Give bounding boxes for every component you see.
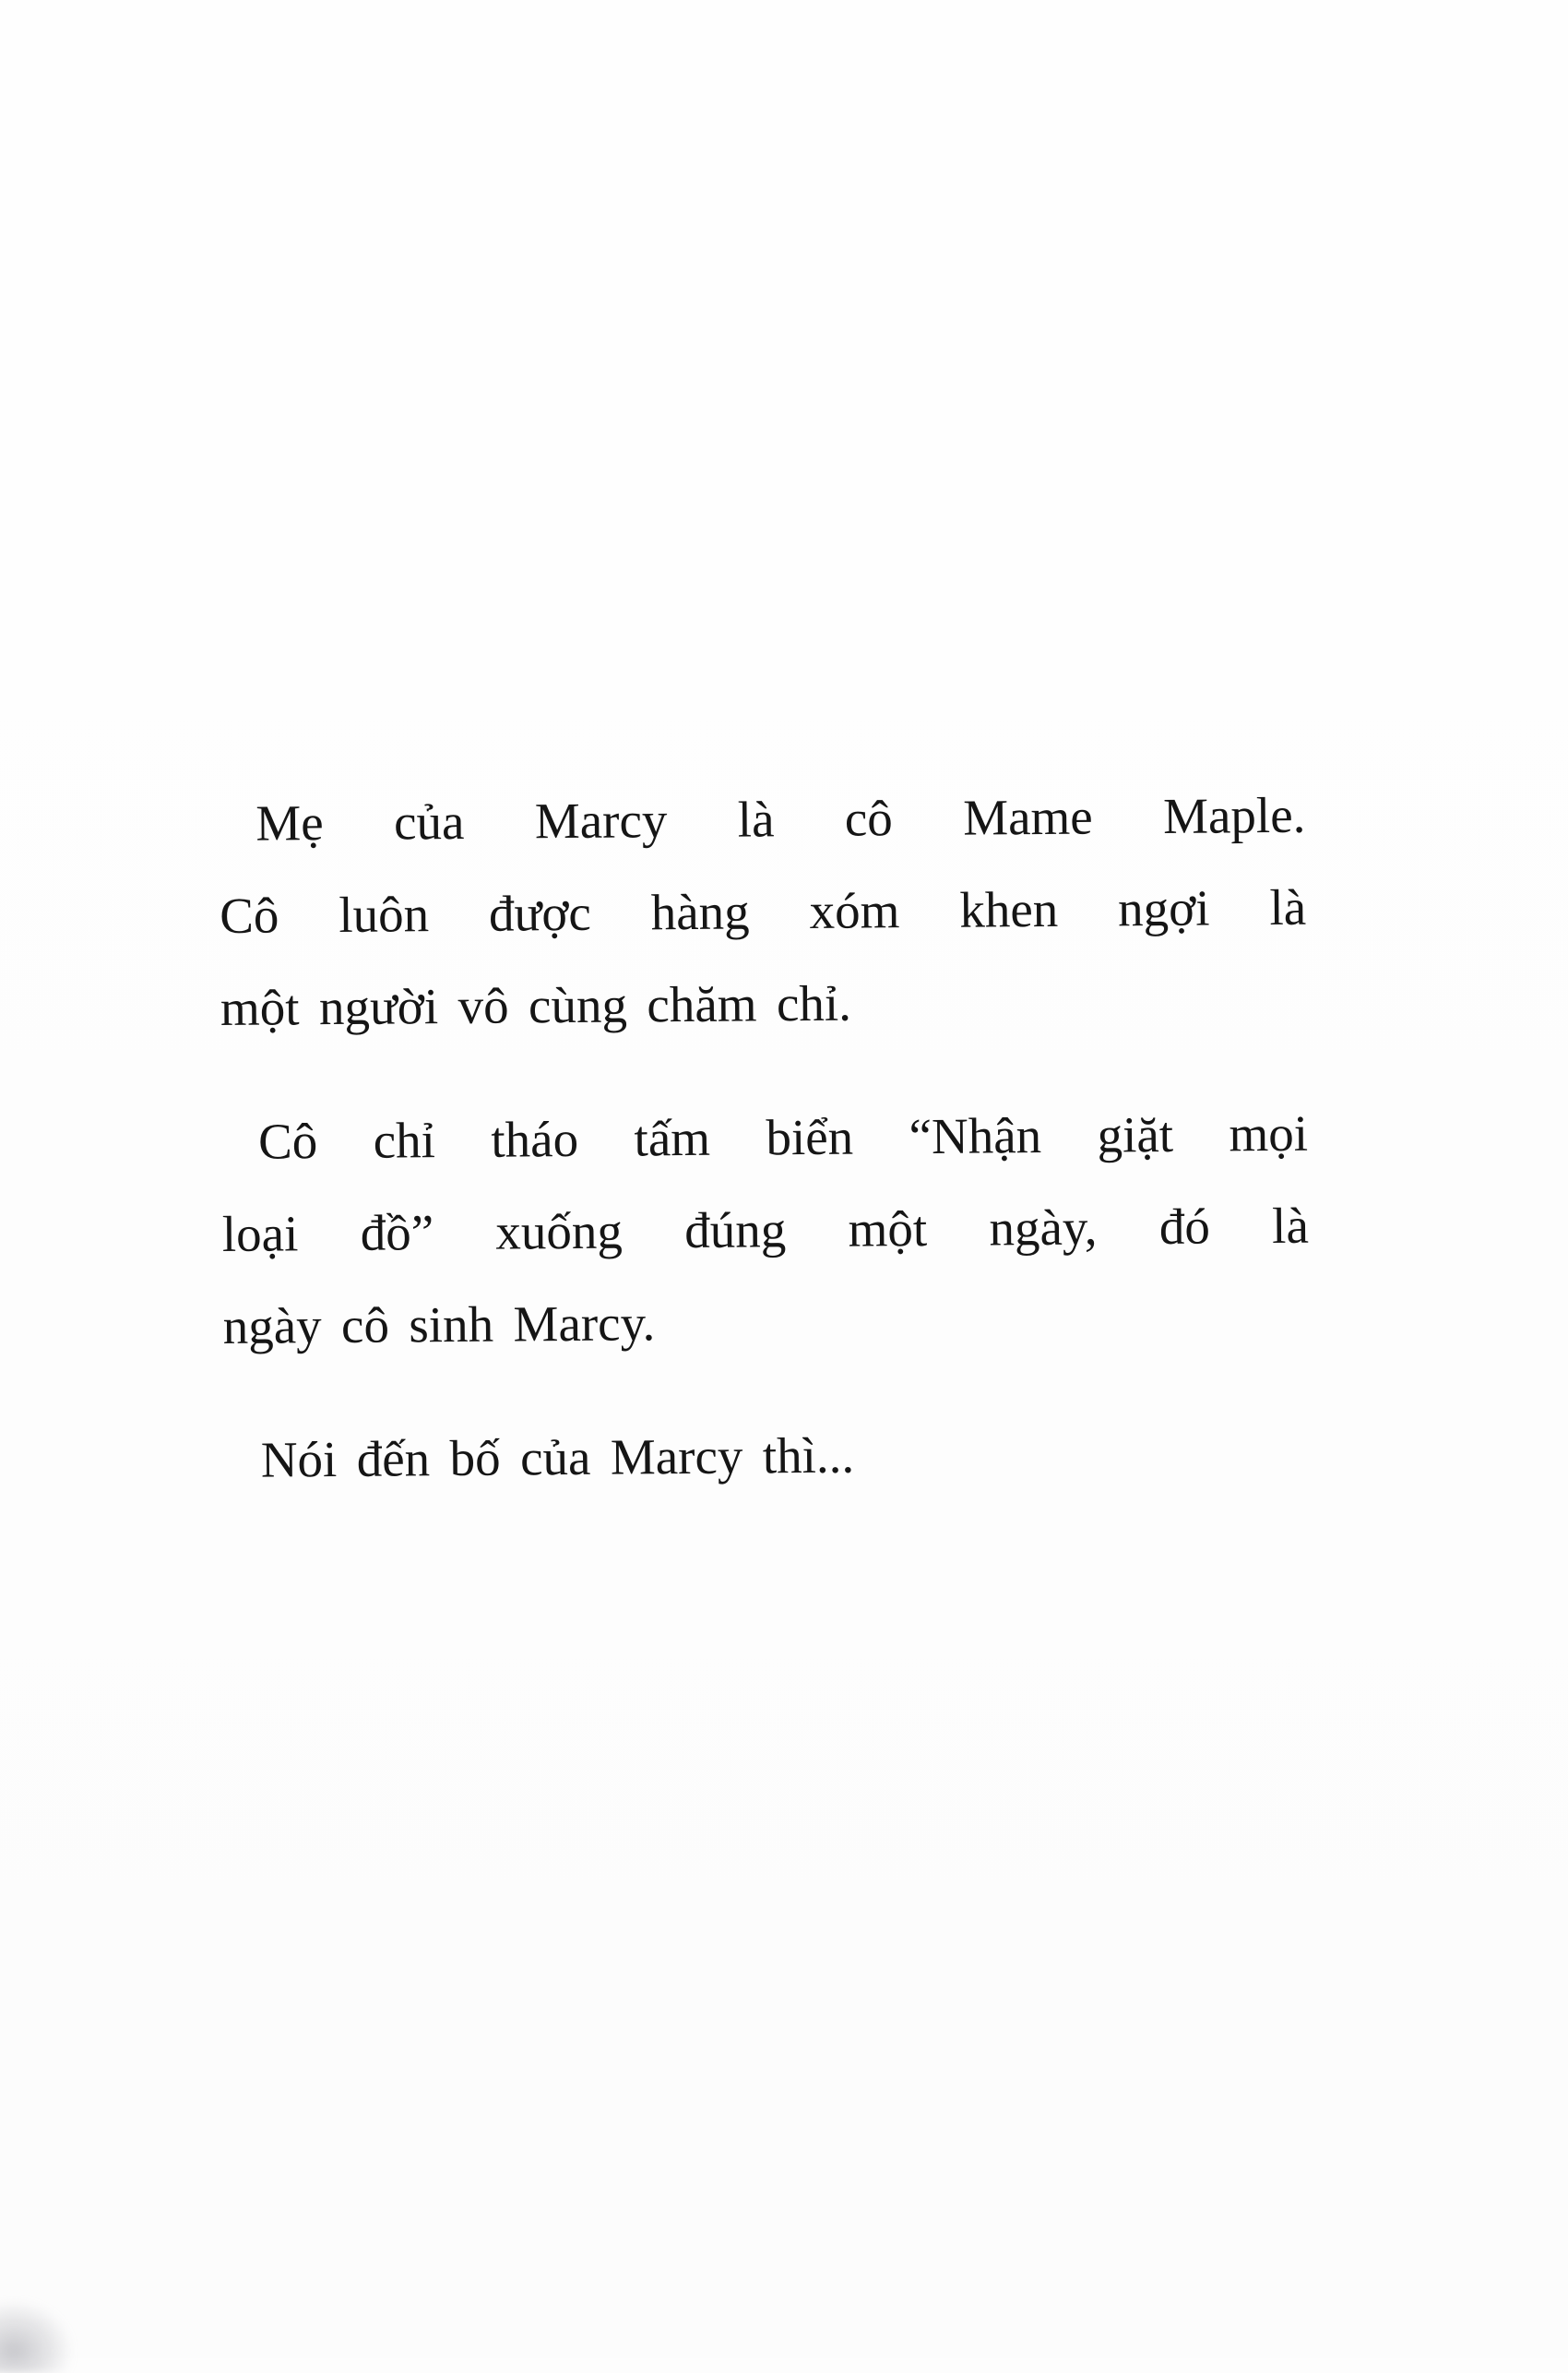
text-line: loại đồ” xuống đúng một ngày, đó là [221,1197,1310,1262]
paragraph-2 [221,1088,1310,1373]
scan-smudge-artifact [0,2299,74,2373]
paragraph-1 [219,769,1307,1055]
text-line: Mẹ của Marcy là cô Mame Maple. [255,786,1306,852]
text-line: một người vô cùng chăm chỉ. [220,974,852,1036]
text-line: Cô luôn được hàng xóm khen ngợi là [219,878,1307,944]
text-block [219,769,1311,1507]
text-line: Cô chỉ tháo tấm biển “Nhận giặt mọi [257,1104,1309,1170]
paragraph-3 [223,1406,1311,1507]
text-line: Nói đến bố của Marcy thì... [260,1426,855,1488]
text-line: ngày cô sinh Marcy. [222,1294,656,1354]
